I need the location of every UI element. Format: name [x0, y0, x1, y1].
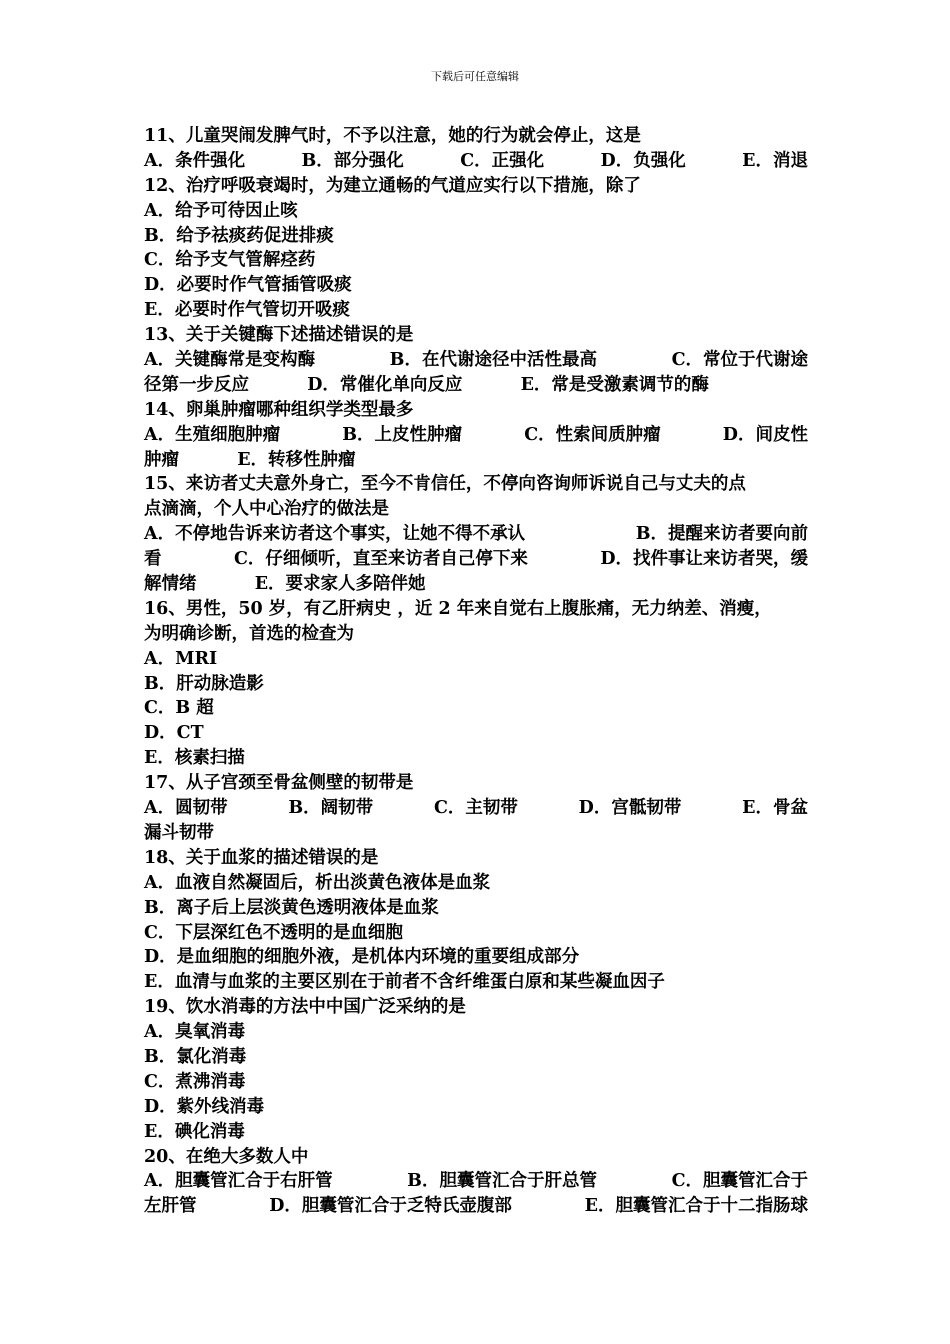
q11-options — [144, 149, 808, 174]
q13-options-row1 — [144, 348, 808, 373]
q11-option-b: B．部分强化 — [301, 150, 404, 171]
q15-option-a: A．不停地告诉来访者这个事实，让她不得不承认 — [144, 524, 526, 545]
question-20: 20、在绝大多数人中 — [144, 1146, 309, 1167]
q11-option-e: E．消退 — [742, 150, 808, 171]
q13-option-c-cont: 径第一步反应 — [144, 374, 249, 395]
q12-option-b: B．给予祛痰药促进排痰 — [144, 225, 334, 246]
q15-option-d: D．找件事让来访者哭，缓 — [600, 549, 808, 570]
question-13: 13、关于关键酶下述描述错误的是 — [144, 325, 414, 346]
q15-option-d-cont: 解情绪 — [144, 574, 197, 595]
q13-options-row2 — [144, 373, 808, 398]
q19-option-b: B．氯化消毒 — [144, 1046, 247, 1067]
q18-option-e: E．血清与血浆的主要区别在于前者不含纤维蛋白原和某些凝血因子 — [144, 972, 665, 993]
q14-option-b: B．上皮性肿瘤 — [342, 424, 463, 445]
question-16-line2: 为明确诊断，首选的检查为 — [144, 623, 354, 644]
q20-options-row1 — [144, 1169, 808, 1194]
q14-option-d: D．间皮性 — [722, 424, 808, 445]
q20-options-row2 — [144, 1194, 808, 1219]
q15-option-b: B．提醒来访者要向前 — [635, 524, 808, 545]
document-body — [144, 124, 808, 1219]
q17-option-e: E．骨盆 — [742, 798, 808, 819]
q19-option-e: E．碘化消毒 — [144, 1121, 245, 1142]
question-11: 11、儿童哭闹发脾气时，不予以注意，她的行为就会停止，这是 — [144, 126, 641, 146]
question-15-line1: 15、来访者丈夫意外身亡，至今不肯信任，不停向咨询师诉说自己与丈夫的点 — [144, 474, 746, 495]
q18-option-c: C．下层深红色不透明的是血细胞 — [144, 922, 403, 943]
question-17: 17、从子宫颈至骨盆侧壁的韧带是 — [144, 773, 414, 794]
q20-option-c-cont: 左肝管 — [144, 1196, 197, 1217]
q12-option-c: C．给予支气管解痉药 — [144, 250, 316, 271]
q16-option-e: E．核素扫描 — [144, 748, 245, 769]
q12-option-e: E．必要时作气管切开吸痰 — [144, 300, 350, 321]
q17-option-d: D．宫骶韧带 — [578, 798, 682, 819]
q11-option-c: C．正强化 — [460, 150, 545, 171]
q17-options-row1 — [144, 796, 808, 821]
q11-option-d: D．负强化 — [600, 150, 686, 171]
question-14: 14、卵巢肿瘤哪种组织学类型最多 — [144, 399, 414, 420]
q14-options-row2 — [144, 448, 808, 473]
q20-option-b: B．胆囊管汇合于肝总管 — [407, 1171, 597, 1192]
q14-option-a: A．生殖细胞肿瘤 — [144, 424, 281, 445]
q12-option-d: D．必要时作气管插管吸痰 — [144, 275, 352, 296]
q17-option-b: B．阔韧带 — [288, 798, 374, 819]
q14-options-row1 — [144, 423, 808, 448]
q20-option-e: E．胆囊管汇合于十二指肠球 — [584, 1196, 808, 1217]
q19-option-d: D．紫外线消毒 — [144, 1096, 265, 1117]
q15-options-row3 — [144, 572, 808, 597]
q12-option-a: A．给予可待因止咳 — [144, 200, 298, 221]
question-19: 19、饮水消毒的方法中中国广泛采纳的是 — [144, 997, 466, 1018]
q14-option-e: E．转移性肿瘤 — [237, 449, 356, 470]
q18-option-b: B．离子后上层淡黄色透明液体是血浆 — [144, 897, 439, 918]
q16-option-b: B．肝动脉造影 — [144, 673, 264, 694]
q17-option-c: C．主韧带 — [433, 798, 518, 819]
q18-option-d: D．是血细胞的细胞外液，是机体内环境的重要组成部分 — [144, 947, 580, 968]
q15-option-b-cont: 看 — [144, 549, 162, 570]
q20-option-a: A．胆囊管汇合于右肝管 — [144, 1171, 333, 1192]
page-header: 下载后可任意编辑 — [431, 70, 519, 83]
q18-option-a: A．血液自然凝固后，析出淡黄色液体是血浆 — [144, 872, 491, 893]
question-12: 12、治疗呼吸衰竭时，为建立通畅的气道应实行以下措施，除了 — [144, 175, 641, 196]
q13-option-c: C．常位于代谢途 — [671, 350, 808, 371]
q13-option-b: B．在代谢途径中活性最高 — [389, 350, 597, 371]
q11-option-a: A．条件强化 — [144, 150, 246, 171]
q15-options-row1 — [144, 522, 808, 547]
q20-option-d: D．胆囊管汇合于乏特氏壶腹部 — [269, 1196, 512, 1217]
q20-option-c: C．胆囊管汇合于 — [671, 1171, 808, 1192]
q13-option-d: D．常催化单向反应 — [307, 374, 463, 395]
q13-option-a: A．关键酶常是变构酶 — [144, 350, 316, 371]
q14-option-c: C．性索间质肿瘤 — [524, 424, 661, 445]
q16-option-a: A．MRI — [144, 648, 218, 669]
q16-option-c: C．B 超 — [144, 698, 214, 719]
q17-option-a: A．圆韧带 — [144, 798, 228, 819]
q13-option-e: E．常是受激素调节的酶 — [520, 374, 709, 395]
q19-option-a: A．臭氧消毒 — [144, 1022, 246, 1043]
q16-option-d: D．CT — [144, 723, 204, 744]
q15-option-c: C．仔细倾听，直至来访者自己停下来 — [233, 549, 528, 570]
q15-option-e: E．要求家人多陪伴她 — [254, 574, 426, 595]
q19-option-c: C．煮沸消毒 — [144, 1071, 246, 1092]
question-16-line1: 16、男性，50 岁，有乙肝病史 ，近 2 年来自觉右上腹胀痛，无力纳差、消瘦， — [144, 598, 772, 619]
q15-options-row2 — [144, 547, 808, 572]
question-15-line2: 点滴滴，个人中心治疗的做法是 — [144, 499, 389, 520]
q17-option-e-cont: 漏斗韧带 — [144, 822, 214, 843]
question-18: 18、关于血浆的描述错误的是 — [144, 847, 379, 868]
q14-option-d-cont: 肿瘤 — [144, 449, 179, 470]
